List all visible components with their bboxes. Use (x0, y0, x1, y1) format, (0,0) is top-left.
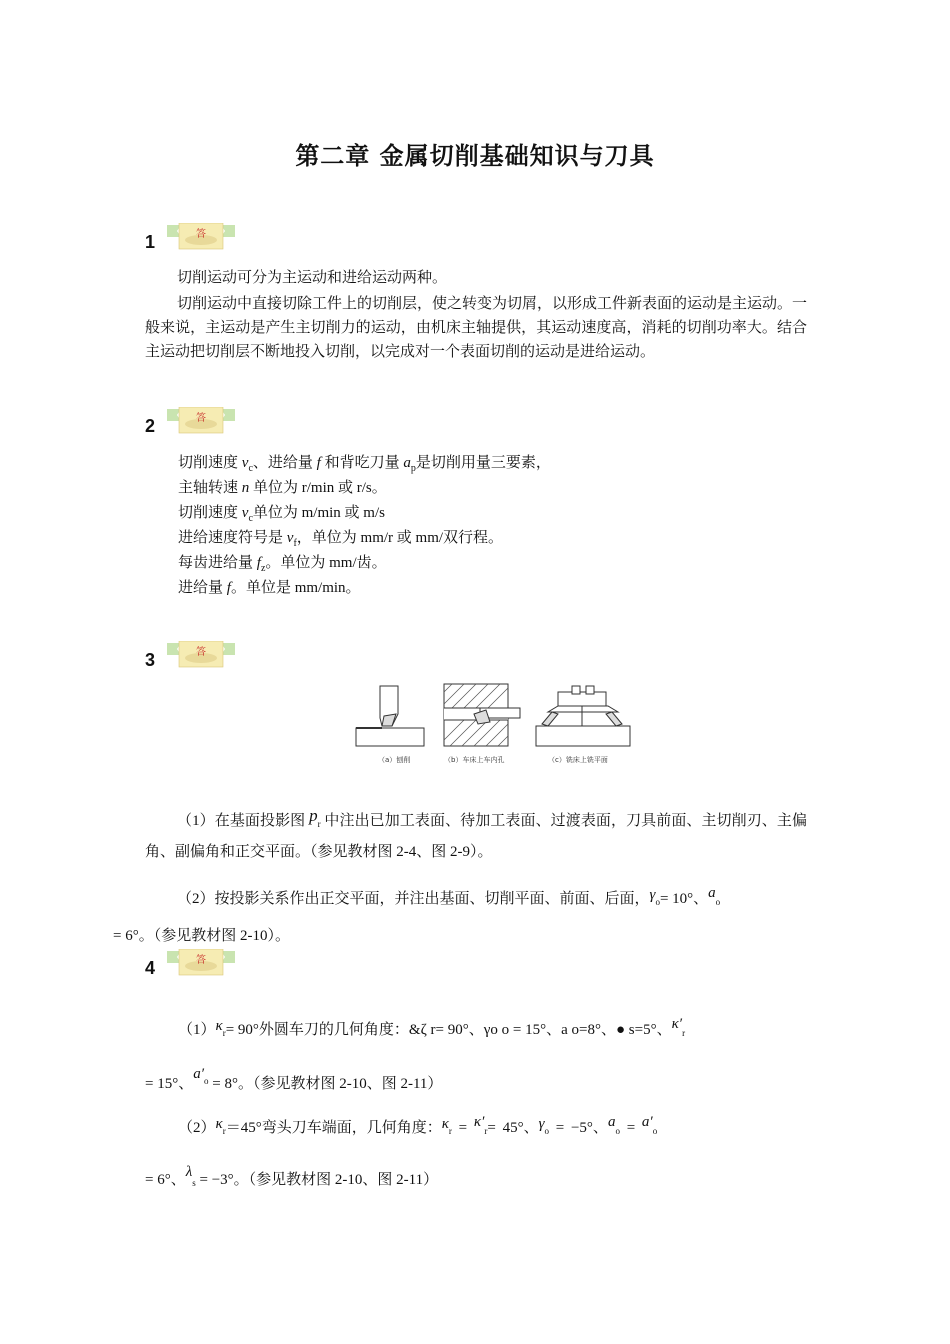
answer-badge-icon (167, 641, 235, 669)
section-number-3: 3 (145, 650, 156, 670)
section-number-4: 4 (145, 958, 156, 978)
s2-line-4: 进给速度符号是 $v_f$，单位为 mm/r 或 mm/双行程。 (178, 530, 504, 549)
section-number-1: 1 (145, 232, 156, 252)
s4-paragraph-2-line-2: = 6°、λs = −3°。（参见教材图 2-10、图 2-11） (145, 1164, 439, 1188)
svg-text:答: 答 (196, 229, 206, 240)
s4-paragraph-1-line-1: （1）κr= 90°外圆车刀的几何角度：&ζ r= 90°、γo o = 15°、a o=8°、● s=5°、κ′r (178, 1016, 686, 1038)
s2-line-2: 主轴转速 n 单位为 r/min 或 r/s。 (178, 480, 387, 496)
s4-paragraph-2-line-1: （2）κr＝45°弯头刀车端面，几何角度：κr = κ′r= 45°、γo = −5°、ao = a′o (178, 1114, 658, 1136)
svg-text:答: 答 (196, 647, 206, 658)
svg-text:（b）车床上车内孔: （b）车床上车内孔 (444, 756, 505, 764)
svg-text:（a）刨削: （a）刨削 (378, 756, 411, 764)
s3-paragraph-2: （2）按投影关系作出正交平面，并注出基面、切削平面、前面、后面，γo= 10°、ao = 6°。（参见教材图 2-10）。 (113, 885, 721, 944)
s1-paragraph-2: 切削运动中直接切除工件上的切削层，使之转变为切屑，以形成工件新表面的运动是主运动。一般来说，主运动是产生主切削力的运动，由机床主轴提供，其运动速度高，消耗的切削功率大。结合主运动把切削层不断地投入切削，以完成对一个表面切削的运动是进给运动。 (145, 296, 808, 360)
cutting-figure (352, 678, 640, 768)
s4-paragraph-1-line-2: = 15°、$a'^o = 8^\circ$。（参见教材图 2-10、图 2-11） (145, 1066, 443, 1092)
answer-badge-icon (167, 949, 235, 977)
svg-text:（c）铣床上铣平面: （c）铣床上铣平面 (548, 756, 608, 764)
s2-line-6: 进给量 f。单位是 mm/min。 (178, 580, 361, 596)
answer-badge-icon (167, 407, 235, 435)
page-title: 第二章 金属切削基础知识与刀具 (295, 142, 655, 170)
section-number-2: 2 (145, 416, 156, 436)
s2-line-3: 切削速度 $v_c$单位为 m/min 或 m/s (178, 505, 385, 524)
s3-paragraph-1: （1）在基面投影图 pr 中注出已加工表面、待加工表面、过渡表面，刀具前面、主切削刃、主偏角、副偏角和正交平面。（参见教材图 2-4、图 2-9）。 (145, 806, 807, 860)
svg-text:答: 答 (196, 413, 206, 424)
s2-line-5: 每齿进给量 $f_z$。单位为 mm/齿。 (178, 555, 387, 574)
s2-line-1: 切削速度 $v_c$、进给量 f 和背吃刀量 $a_p$是切削用量三要素， (178, 455, 551, 474)
svg-text:答: 答 (196, 955, 206, 966)
answer-badge-icon (167, 223, 235, 251)
s1-paragraph-1: 切削运动可分为主运动和进给运动两种。 (177, 270, 448, 286)
